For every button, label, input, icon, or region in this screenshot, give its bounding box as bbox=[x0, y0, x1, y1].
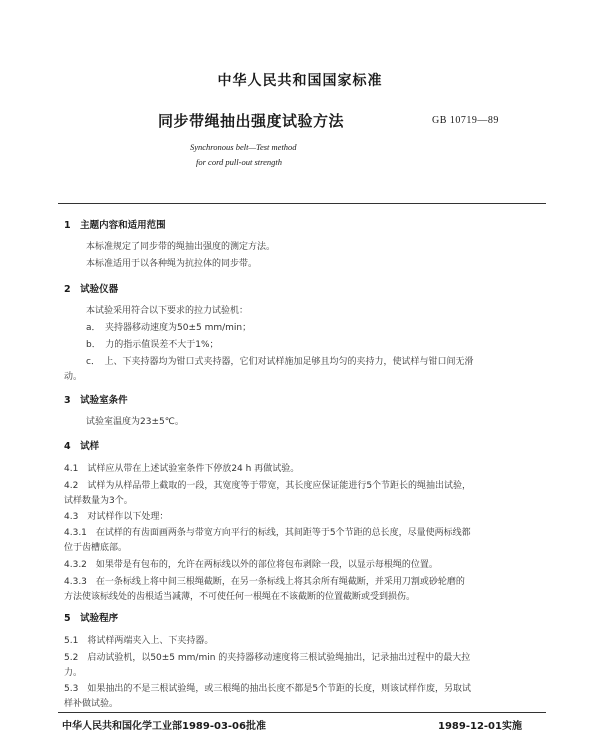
english-title-line-2: for cord pull-out strength bbox=[196, 157, 283, 167]
clause-4-3-1-line-2: 位于齿槽底部。 bbox=[64, 543, 128, 553]
clause-5-3-line-1: 5.3 如果抽出的不是三根试验绳，或三根绳的抽出长度不都是5个节距的长度，则该试样作废，另取试 bbox=[64, 684, 472, 694]
section-2-intro: 本试验采用符合以下要求的拉力试验机： bbox=[86, 306, 249, 316]
clause-4-2-line-1: 4.2 试样为从样品带上截取的一段，其宽度等于带宽，其长度应保证能进行5个节距长的绳抽出试验， bbox=[64, 481, 472, 491]
section-4-heading: 4 试样 bbox=[64, 441, 100, 452]
national-standard-heading: 中华人民共和国国家标准 bbox=[217, 73, 383, 89]
section-2-heading: 2 试验仪器 bbox=[64, 284, 119, 295]
section-2-item-b: b． 力的指示值误差不大于1%； bbox=[86, 340, 219, 350]
section-5-heading: 5 试验程序 bbox=[64, 613, 119, 624]
header-divider bbox=[58, 203, 546, 204]
clause-5-1: 5.1 将试样两端夹入上、下夹持器。 bbox=[64, 636, 214, 646]
english-title-line-1: Synchronous belt—Test method bbox=[190, 142, 297, 152]
section-2-item-c-line-2: 动。 bbox=[64, 372, 83, 382]
clause-4-3-3-line-1: 4.3.3 在一条标线上将中间三根绳截断，在另一条标线上将其余所有绳截断，并采用刀割或砂轮磨的 bbox=[64, 577, 465, 587]
clause-4-1: 4.1 试样应从带在上述试验室条件下停放24 h 再做试验。 bbox=[64, 464, 300, 474]
section-2-item-c-line-1: c． 上、下夹持器均为钳口式夹持器，它们对试样施加足够且均匀的夹持力，使试样与钳口间无滑 bbox=[86, 357, 474, 367]
section-1-heading: 1 主题内容和适用范围 bbox=[64, 220, 166, 231]
section-3-paragraph: 试验室温度为23±5℃。 bbox=[86, 417, 184, 427]
clause-4-3-1-line-1: 4.3.1 在试样的有齿面画两条与带宽方向平行的标线，其间距等于5个节距的总长度，尽量使两标线都 bbox=[64, 528, 471, 538]
section-2-item-a: a． 夹持器移动速度为50±5 mm/min； bbox=[86, 323, 252, 333]
clause-4-2-line-2: 试样数量为3个。 bbox=[64, 496, 133, 506]
clause-5-2-line-2: 力。 bbox=[64, 668, 83, 678]
section-1-paragraph-2: 本标准适用于以各种绳为抗拉体的同步带。 bbox=[86, 259, 258, 269]
document-title: 同步带绳抽出强度试验方法 bbox=[158, 112, 345, 130]
standard-number: GB 10719—89 bbox=[432, 115, 499, 126]
clause-5-3-line-2: 样补做试验。 bbox=[64, 699, 119, 709]
approval-note: 中华人民共和国化学工业部1989-03-06批准 bbox=[62, 721, 266, 732]
clause-5-2-line-1: 5.2 启动试验机，以50±5 mm/min 的夹持器移动速度将三根试验绳抽出，记录抽出过程中的最大拉 bbox=[64, 653, 471, 663]
effective-date: 1989-12-01实施 bbox=[438, 721, 522, 732]
clause-4-3: 4.3 对试样作以下处理： bbox=[64, 512, 169, 522]
section-1-paragraph-1: 本标准规定了同步带的绳抽出强度的测定方法。 bbox=[86, 242, 276, 252]
clause-4-3-2: 4.3.2 如果带是有包布的，允许在两标线以外的部位将包布剥除一段，以显示每根绳的位置。 bbox=[64, 560, 438, 570]
footer-divider bbox=[58, 712, 546, 713]
section-3-heading: 3 试验室条件 bbox=[64, 395, 128, 406]
clause-4-3-3-line-2: 方法使该标线处的齿根适当减薄，不可使任何一根绳在不该截断的位置截断或受到损伤。 bbox=[64, 592, 416, 602]
